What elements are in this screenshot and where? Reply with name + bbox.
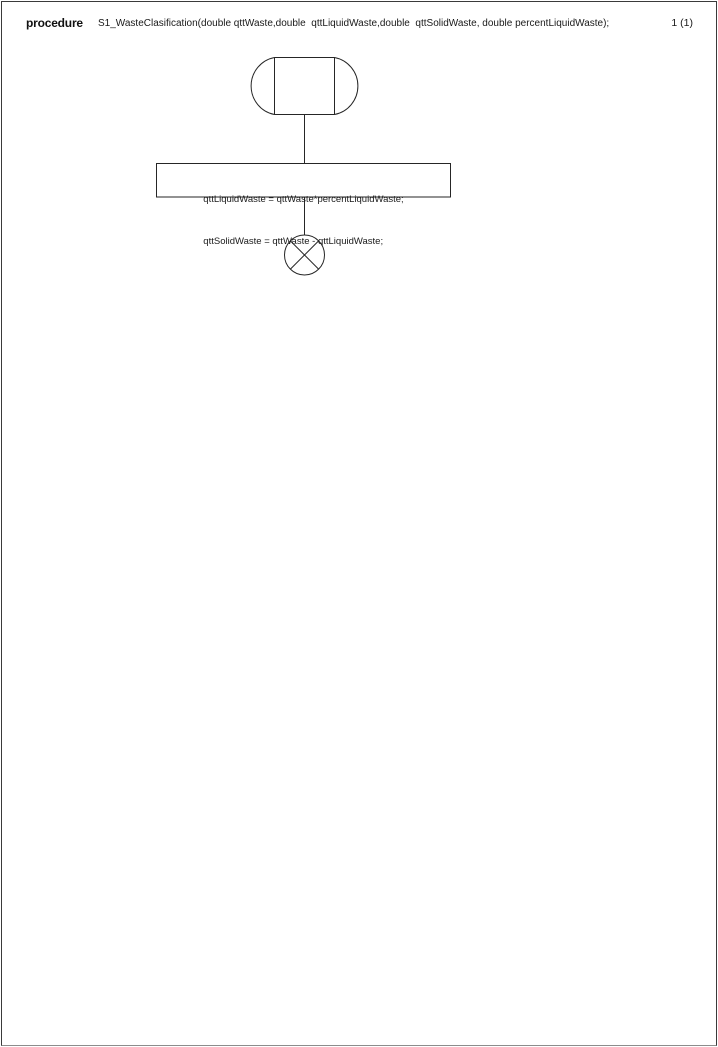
procedure-start-symbol: [251, 58, 358, 115]
procedure-kind-label: procedure: [26, 16, 83, 30]
procedure-start-outline: [251, 58, 358, 115]
task-text-line-1: qttLiquidWaste = qttWaste*percentLiquidWaste;: [203, 194, 404, 205]
sdl-diagram-canvas: [2, 2, 717, 1046]
task-text-line-2: qttSolidWaste = qttWaste - qttLiquidWaste;: [203, 236, 384, 247]
return-symbol: [285, 235, 325, 275]
task-symbol-box: [157, 164, 451, 198]
procedure-signature: S1_WasteClasification(double qttWaste,double qttLiquidWaste,double qttSolidWaste, double percentLiquidWaste);: [98, 18, 610, 29]
document-page: [1, 1, 717, 1046]
page-number: 1 (1): [671, 17, 693, 29]
